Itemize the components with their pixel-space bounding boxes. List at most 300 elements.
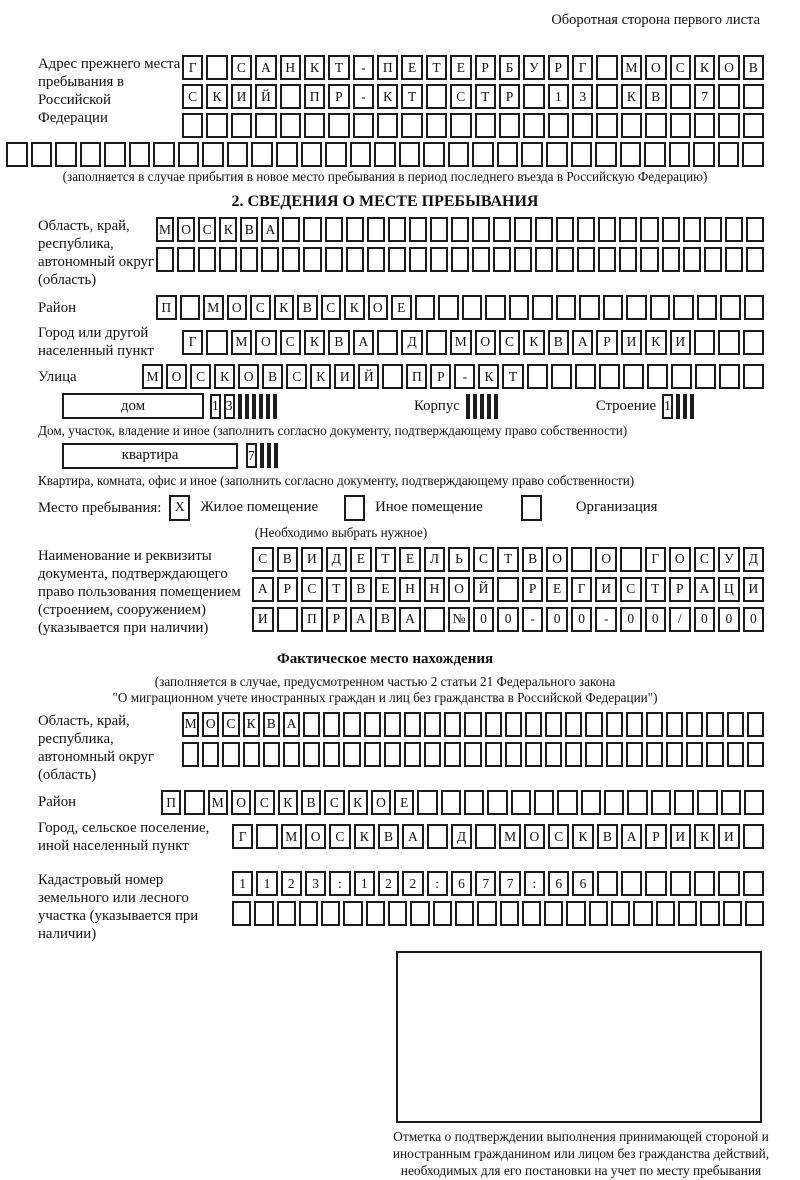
char-box[interactable]: 0 xyxy=(497,607,519,632)
char-box[interactable] xyxy=(464,742,481,767)
char-box[interactable] xyxy=(671,364,692,389)
char-box[interactable]: И xyxy=(743,577,765,602)
char-box[interactable] xyxy=(694,330,715,355)
char-box[interactable] xyxy=(604,790,624,815)
char-box[interactable] xyxy=(343,901,362,926)
char-box[interactable]: : xyxy=(329,871,350,896)
char-box[interactable]: О xyxy=(368,295,389,320)
char-box[interactable] xyxy=(626,712,643,737)
char-box[interactable] xyxy=(686,742,703,767)
char-box[interactable]: О xyxy=(177,217,195,242)
char-box[interactable]: В xyxy=(743,55,764,80)
char-box[interactable]: Д xyxy=(451,824,472,849)
char-box[interactable] xyxy=(556,295,577,320)
char-box[interactable]: 2 xyxy=(281,871,302,896)
char-box[interactable]: М xyxy=(231,330,252,355)
char-box[interactable] xyxy=(444,712,461,737)
char-box[interactable]: Ь xyxy=(448,547,470,572)
char-box[interactable] xyxy=(747,712,764,737)
char-box[interactable]: М xyxy=(203,295,224,320)
char-box[interactable]: 0 xyxy=(473,607,495,632)
char-box[interactable] xyxy=(565,712,582,737)
char-box[interactable] xyxy=(744,790,764,815)
char-box[interactable]: С xyxy=(694,547,716,572)
char-box[interactable]: К xyxy=(344,295,365,320)
char-box[interactable] xyxy=(280,113,301,138)
char-box[interactable] xyxy=(485,295,506,320)
char-box[interactable]: И xyxy=(670,824,691,849)
char-box[interactable] xyxy=(704,217,722,242)
char-box[interactable]: А xyxy=(255,55,276,80)
char-box[interactable]: И xyxy=(334,364,355,389)
char-box[interactable] xyxy=(511,790,531,815)
char-box[interactable] xyxy=(697,295,718,320)
char-box[interactable] xyxy=(282,217,300,242)
char-box[interactable]: Т xyxy=(645,577,667,602)
char-box[interactable] xyxy=(619,247,637,272)
char-box[interactable] xyxy=(596,55,617,80)
char-box[interactable] xyxy=(585,742,602,767)
char-box[interactable] xyxy=(532,295,553,320)
char-box[interactable] xyxy=(497,577,519,602)
char-box[interactable] xyxy=(548,113,569,138)
char-box[interactable] xyxy=(620,547,642,572)
char-box[interactable]: 7 xyxy=(475,871,496,896)
char-box[interactable]: Т xyxy=(426,55,447,80)
char-box[interactable] xyxy=(662,217,680,242)
char-box[interactable] xyxy=(277,607,299,632)
char-box[interactable] xyxy=(451,217,469,242)
char-box[interactable] xyxy=(462,295,483,320)
char-box[interactable] xyxy=(645,871,666,896)
char-box[interactable]: И xyxy=(252,607,274,632)
char-box[interactable] xyxy=(545,742,562,767)
char-box[interactable]: А xyxy=(621,824,642,849)
char-box[interactable]: С xyxy=(473,547,495,572)
char-box[interactable] xyxy=(721,790,741,815)
char-box[interactable]: К xyxy=(278,790,298,815)
char-box[interactable]: 2 xyxy=(402,871,423,896)
char-box[interactable] xyxy=(423,142,445,167)
char-box[interactable] xyxy=(377,330,398,355)
char-box[interactable]: Й xyxy=(358,364,379,389)
char-box[interactable] xyxy=(742,142,764,167)
char-box[interactable] xyxy=(493,217,511,242)
char-box[interactable] xyxy=(606,712,623,737)
char-box[interactable] xyxy=(743,84,764,109)
char-box[interactable] xyxy=(206,55,227,80)
checkbox-residential[interactable]: X xyxy=(169,495,190,521)
char-box[interactable]: Г xyxy=(182,330,203,355)
char-box[interactable] xyxy=(299,901,318,926)
char-box[interactable]: 1 xyxy=(256,871,277,896)
char-box[interactable] xyxy=(227,142,249,167)
char-box[interactable] xyxy=(694,113,715,138)
char-box[interactable] xyxy=(415,295,436,320)
char-box[interactable]: А xyxy=(402,824,423,849)
char-box[interactable] xyxy=(585,712,602,737)
char-box[interactable]: К xyxy=(348,790,368,815)
char-box[interactable] xyxy=(177,247,195,272)
char-box[interactable] xyxy=(475,824,496,849)
char-box[interactable] xyxy=(743,871,764,896)
char-box[interactable]: 1 xyxy=(232,871,253,896)
char-box[interactable]: - xyxy=(454,364,475,389)
char-box[interactable]: Г xyxy=(182,55,203,80)
char-box[interactable] xyxy=(259,394,263,419)
char-box[interactable] xyxy=(505,712,522,737)
char-box[interactable]: О xyxy=(255,330,276,355)
char-box[interactable] xyxy=(430,247,448,272)
char-box[interactable]: С xyxy=(499,330,520,355)
char-box[interactable]: С xyxy=(548,824,569,849)
char-box[interactable] xyxy=(499,113,520,138)
char-box[interactable]: К xyxy=(214,364,235,389)
char-box[interactable] xyxy=(535,217,553,242)
char-box[interactable] xyxy=(485,742,502,767)
char-box[interactable]: О xyxy=(669,547,691,572)
char-box[interactable] xyxy=(669,142,691,167)
char-box[interactable] xyxy=(706,742,723,767)
char-box[interactable]: Й xyxy=(473,577,495,602)
char-box[interactable]: К xyxy=(206,84,227,109)
char-box[interactable] xyxy=(650,295,671,320)
char-box[interactable]: Д xyxy=(743,547,765,572)
char-box[interactable]: 0 xyxy=(718,607,740,632)
char-box[interactable]: О xyxy=(645,55,666,80)
char-box[interactable]: Т xyxy=(375,547,397,572)
char-box[interactable]: К xyxy=(621,84,642,109)
char-box[interactable] xyxy=(388,217,406,242)
char-box[interactable]: М xyxy=(208,790,228,815)
char-box[interactable]: 7 xyxy=(499,871,520,896)
char-box[interactable] xyxy=(718,871,739,896)
char-box[interactable] xyxy=(527,364,548,389)
char-box[interactable] xyxy=(626,742,643,767)
char-box[interactable] xyxy=(693,142,715,167)
char-box[interactable] xyxy=(505,742,522,767)
char-box[interactable] xyxy=(599,364,620,389)
char-box[interactable]: К xyxy=(304,330,325,355)
char-box[interactable] xyxy=(424,742,441,767)
char-box[interactable] xyxy=(596,84,617,109)
char-box[interactable] xyxy=(374,142,396,167)
char-box[interactable] xyxy=(644,142,666,167)
char-box[interactable] xyxy=(256,824,277,849)
char-box[interactable] xyxy=(243,742,260,767)
char-box[interactable] xyxy=(662,247,680,272)
char-box[interactable]: № xyxy=(448,607,470,632)
char-box[interactable] xyxy=(727,712,744,737)
char-box[interactable] xyxy=(534,790,554,815)
char-box[interactable] xyxy=(433,901,452,926)
char-box[interactable]: К xyxy=(694,824,715,849)
char-box[interactable]: В xyxy=(522,547,544,572)
char-box[interactable] xyxy=(404,712,421,737)
char-box[interactable]: С xyxy=(620,577,642,602)
char-box[interactable] xyxy=(640,217,658,242)
char-box[interactable]: - xyxy=(353,84,374,109)
char-box[interactable] xyxy=(424,607,446,632)
char-box[interactable]: Р xyxy=(326,607,348,632)
char-box[interactable] xyxy=(674,790,694,815)
char-box[interactable]: В xyxy=(375,607,397,632)
char-box[interactable] xyxy=(676,394,680,419)
char-box[interactable]: С xyxy=(182,84,203,109)
char-box[interactable] xyxy=(683,247,701,272)
char-box[interactable]: И xyxy=(301,547,323,572)
char-box[interactable]: Е xyxy=(394,790,414,815)
char-box[interactable]: В xyxy=(262,364,283,389)
char-box[interactable]: Ц xyxy=(718,577,740,602)
char-box[interactable]: П xyxy=(377,55,398,80)
char-box[interactable] xyxy=(683,217,701,242)
char-box[interactable]: М xyxy=(142,364,163,389)
char-box[interactable]: Е xyxy=(450,55,471,80)
char-box[interactable] xyxy=(182,742,199,767)
char-box[interactable] xyxy=(581,790,601,815)
char-box[interactable]: И xyxy=(621,330,642,355)
char-box[interactable] xyxy=(325,247,343,272)
char-box[interactable] xyxy=(263,742,280,767)
char-box[interactable] xyxy=(493,247,511,272)
char-box[interactable]: С xyxy=(250,295,271,320)
char-box[interactable] xyxy=(276,142,298,167)
char-box[interactable]: Е xyxy=(399,547,421,572)
char-box[interactable]: М xyxy=(281,824,302,849)
char-box[interactable]: К xyxy=(219,217,237,242)
char-box[interactable]: О xyxy=(166,364,187,389)
char-box[interactable] xyxy=(647,364,668,389)
char-box[interactable]: О xyxy=(475,330,496,355)
char-box[interactable]: У xyxy=(718,547,740,572)
char-box[interactable] xyxy=(472,142,494,167)
char-box[interactable]: Р xyxy=(669,577,691,602)
char-box[interactable]: С xyxy=(280,330,301,355)
char-box[interactable]: С xyxy=(254,790,274,815)
char-box[interactable] xyxy=(343,712,360,737)
char-box[interactable]: К xyxy=(310,364,331,389)
char-box[interactable]: Т xyxy=(328,55,349,80)
char-box[interactable]: Г xyxy=(232,824,253,849)
char-box[interactable] xyxy=(598,247,616,272)
char-box[interactable] xyxy=(619,217,637,242)
char-box[interactable] xyxy=(670,113,691,138)
char-box[interactable] xyxy=(494,394,498,419)
char-box[interactable] xyxy=(718,84,739,109)
char-box[interactable]: Р xyxy=(596,330,617,355)
char-box[interactable] xyxy=(697,790,717,815)
char-box[interactable]: А xyxy=(353,330,374,355)
char-box[interactable]: Б xyxy=(499,55,520,80)
char-box[interactable] xyxy=(597,871,618,896)
char-box[interactable] xyxy=(202,742,219,767)
char-box[interactable]: 0 xyxy=(694,607,716,632)
char-box[interactable] xyxy=(245,394,249,419)
char-box[interactable]: К xyxy=(243,712,260,737)
char-box[interactable] xyxy=(280,84,301,109)
char-box[interactable] xyxy=(350,142,372,167)
char-box[interactable]: Н xyxy=(424,577,446,602)
char-box[interactable] xyxy=(706,712,723,737)
char-box[interactable] xyxy=(611,901,630,926)
char-box[interactable]: О xyxy=(448,577,470,602)
char-box[interactable] xyxy=(325,142,347,167)
char-box[interactable]: Г xyxy=(571,577,593,602)
char-box[interactable] xyxy=(472,217,490,242)
char-box[interactable] xyxy=(240,247,258,272)
char-box[interactable] xyxy=(487,790,507,815)
char-box[interactable] xyxy=(571,142,593,167)
char-box[interactable] xyxy=(598,217,616,242)
char-box[interactable] xyxy=(673,295,694,320)
char-box[interactable]: Р xyxy=(548,55,569,80)
char-box[interactable] xyxy=(743,330,764,355)
char-box[interactable]: В xyxy=(597,824,618,849)
char-box[interactable] xyxy=(343,742,360,767)
char-box[interactable]: 6 xyxy=(451,871,472,896)
char-box[interactable]: Р xyxy=(522,577,544,602)
char-box[interactable] xyxy=(577,247,595,272)
char-box[interactable]: Р xyxy=(277,577,299,602)
char-box[interactable] xyxy=(346,247,364,272)
char-box[interactable]: К xyxy=(572,824,593,849)
char-box[interactable] xyxy=(283,742,300,767)
char-box[interactable] xyxy=(444,742,461,767)
char-box[interactable]: : xyxy=(524,871,545,896)
char-box[interactable] xyxy=(441,790,461,815)
char-box[interactable] xyxy=(426,84,447,109)
char-box[interactable]: В xyxy=(378,824,399,849)
char-box[interactable]: Т xyxy=(497,547,519,572)
char-box[interactable] xyxy=(603,295,624,320)
char-box[interactable] xyxy=(633,901,652,926)
char-box[interactable]: С xyxy=(301,577,323,602)
char-box[interactable]: П xyxy=(301,607,323,632)
char-box[interactable]: В xyxy=(328,330,349,355)
char-box[interactable]: Г xyxy=(572,55,593,80)
char-box[interactable]: М xyxy=(621,55,642,80)
char-box[interactable]: К xyxy=(645,330,666,355)
char-box[interactable] xyxy=(525,742,542,767)
char-box[interactable] xyxy=(255,113,276,138)
char-box[interactable]: С xyxy=(450,84,471,109)
char-box[interactable] xyxy=(596,113,617,138)
char-box[interactable] xyxy=(521,142,543,167)
char-box[interactable]: Е xyxy=(350,547,372,572)
char-box[interactable] xyxy=(277,901,296,926)
char-box[interactable] xyxy=(346,217,364,242)
char-box[interactable]: 0 xyxy=(645,607,667,632)
char-box[interactable] xyxy=(719,364,740,389)
char-box[interactable]: К xyxy=(523,330,544,355)
char-box[interactable]: В xyxy=(297,295,318,320)
char-box[interactable] xyxy=(744,295,765,320)
char-box[interactable] xyxy=(546,142,568,167)
char-box[interactable] xyxy=(156,247,174,272)
char-box[interactable] xyxy=(219,247,237,272)
char-box[interactable]: И xyxy=(670,330,691,355)
char-box[interactable] xyxy=(417,790,437,815)
char-box[interactable] xyxy=(222,742,239,767)
char-box[interactable]: О xyxy=(524,824,545,849)
char-box[interactable]: С xyxy=(321,295,342,320)
char-box[interactable] xyxy=(384,712,401,737)
char-box[interactable]: П xyxy=(304,84,325,109)
char-box[interactable] xyxy=(514,247,532,272)
char-box[interactable]: О xyxy=(238,364,259,389)
char-box[interactable]: А xyxy=(252,577,274,602)
char-box[interactable]: О xyxy=(231,790,251,815)
char-box[interactable] xyxy=(745,901,764,926)
char-box[interactable]: 7 xyxy=(694,84,715,109)
char-box[interactable]: Р xyxy=(328,84,349,109)
char-box[interactable] xyxy=(409,217,427,242)
char-box[interactable]: А xyxy=(572,330,593,355)
char-box[interactable]: - xyxy=(353,55,374,80)
char-box[interactable]: В xyxy=(240,217,258,242)
char-box[interactable] xyxy=(746,217,764,242)
char-box[interactable]: Р xyxy=(645,824,666,849)
char-box[interactable] xyxy=(626,295,647,320)
char-box[interactable]: 3 xyxy=(305,871,326,896)
char-box[interactable] xyxy=(184,790,204,815)
char-box[interactable] xyxy=(747,742,764,767)
char-box[interactable]: 1 xyxy=(662,394,673,419)
char-box[interactable]: М xyxy=(450,330,471,355)
char-box[interactable] xyxy=(566,901,585,926)
char-box[interactable] xyxy=(388,901,407,926)
char-box[interactable] xyxy=(666,712,683,737)
char-box[interactable] xyxy=(261,247,279,272)
char-box[interactable] xyxy=(364,742,381,767)
char-box[interactable]: С xyxy=(252,547,274,572)
char-box[interactable] xyxy=(282,247,300,272)
char-box[interactable] xyxy=(700,901,719,926)
char-box[interactable]: В xyxy=(350,577,372,602)
char-box[interactable] xyxy=(260,443,264,468)
char-box[interactable] xyxy=(621,871,642,896)
char-box[interactable] xyxy=(206,113,227,138)
char-box[interactable] xyxy=(426,113,447,138)
char-box[interactable]: 0 xyxy=(546,607,568,632)
char-box[interactable]: К xyxy=(274,295,295,320)
char-box[interactable] xyxy=(718,113,739,138)
char-box[interactable] xyxy=(551,364,572,389)
char-box[interactable]: В xyxy=(277,547,299,572)
char-box[interactable] xyxy=(670,84,691,109)
char-box[interactable]: И xyxy=(595,577,617,602)
char-box[interactable]: О xyxy=(595,547,617,572)
char-box[interactable] xyxy=(556,217,574,242)
char-box[interactable] xyxy=(666,742,683,767)
char-box[interactable] xyxy=(670,871,691,896)
char-box[interactable] xyxy=(304,113,325,138)
char-box[interactable] xyxy=(80,142,102,167)
char-box[interactable] xyxy=(645,113,666,138)
char-box[interactable] xyxy=(525,712,542,737)
char-box[interactable] xyxy=(455,901,474,926)
char-box[interactable] xyxy=(522,901,541,926)
char-box[interactable] xyxy=(198,247,216,272)
char-box[interactable] xyxy=(723,901,742,926)
char-box[interactable]: 0 xyxy=(620,607,642,632)
char-box[interactable]: С xyxy=(670,55,691,80)
char-box[interactable] xyxy=(377,113,398,138)
char-box[interactable]: О xyxy=(202,712,219,737)
char-box[interactable] xyxy=(273,394,277,419)
char-box[interactable] xyxy=(238,394,242,419)
